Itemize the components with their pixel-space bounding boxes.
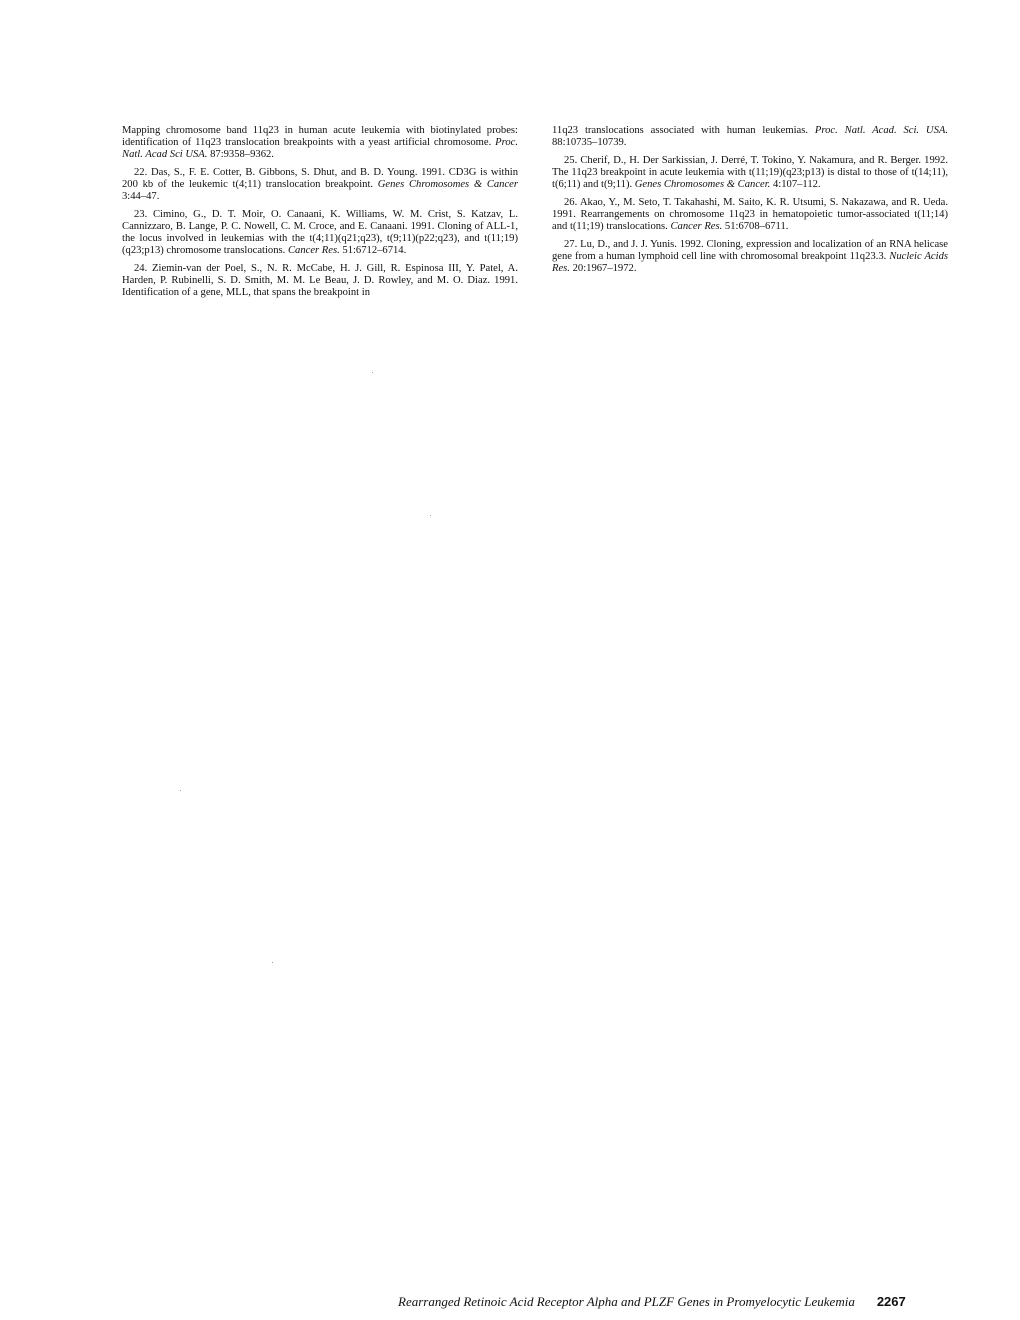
reference-27: 27. Lu, D., and J. J. Yunis. 1992. Cloning, expression and localization of an RNA helicase gene from a human lymphoid cell line with chromosomal breakpoint 11q23.3. Nucleic Acids Res. 20:1967–1972. (552, 239, 948, 274)
page-number: 2267 (876, 1294, 906, 1309)
reference-25: 25. Cherif, D., H. Der Sarkissian, J. Derré, T. Tokino, Y. Nakamura, and R. Berger. 1992. The 11q23 breakpoint in acute leukemia with t(11;19)(q23;p13) is distal to those of t(14;11), t(6;11) and t(9;11). Genes Chromosomes & Cancer. 4:107–112. (552, 155, 948, 190)
reference-21-continuation: Mapping chromosome band 11q23 in human acute leukemia with biotinylated probes: identification of 11q23 translocation breakpoints with a yeast artificial chromosome. Proc. Natl. Acad Sci USA. 87:9358–9362. (122, 125, 518, 160)
reference-23: 23. Cimino, G., D. T. Moir, O. Canaani, K. Williams, W. M. Crist, S. Katzav, L. Cannizzaro, B. Lange, P. C. Nowell, C. M. Croce, and E. Canaani. 1991. Cloning of ALL-1, the locus involved in leukemias with the t(4;11)(q21;q23), t(9;11)(p22;q23), and t(11;19)(q23;p13) chromosome translocations. Cancer Res. 51:6712–6714. (122, 209, 518, 256)
scan-speck (272, 962, 273, 963)
reference-22: 22. Das, S., F. E. Cotter, B. Gibbons, S. Dhut, and B. D. Young. 1991. CD3G is within 200 kb of the leukemic t(4;11) translocation breakpoint. Genes Chromosomes & Cancer 3:44–47. (122, 167, 519, 202)
page-footer (398, 1294, 958, 1310)
scan-speck (372, 372, 373, 373)
reference-24: 24. Ziemin-van der Poel, S., N. R. McCabe, H. J. Gill, R. Espinosa III, Y. Patel, A. Harden, P. Rubinelli, S. D. Smith, M. M. Le Beau, J. D. Rowley, and M. O. Diaz. 1991. Identification of a gene, MLL, that spans the breakpoint in (122, 263, 518, 298)
scan-speck (430, 515, 431, 516)
reference-24-continuation: 11q23 translocations associated with human leukemias. Proc. Natl. Acad. Sci. USA. 88:10735–10739. (552, 125, 948, 148)
references-right-column (552, 125, 948, 281)
reference-26: 26. Akao, Y., M. Seto, T. Takahashi, M. Saito, K. R. Utsumi, S. Nakazawa, and R. Ueda. 1991. Rearrangements on chromosome 11q23 in hematopoietic tumor-associated t(11;14) and t(11;19) translocations. Cancer Res. 51:6708–6711. (552, 197, 948, 232)
scan-speck (180, 790, 181, 791)
references-left-column (122, 125, 518, 305)
running-title: Rearranged Retinoic Acid Receptor Alpha and PLZF Genes in Promyelocytic Leukemia (398, 1294, 855, 1309)
